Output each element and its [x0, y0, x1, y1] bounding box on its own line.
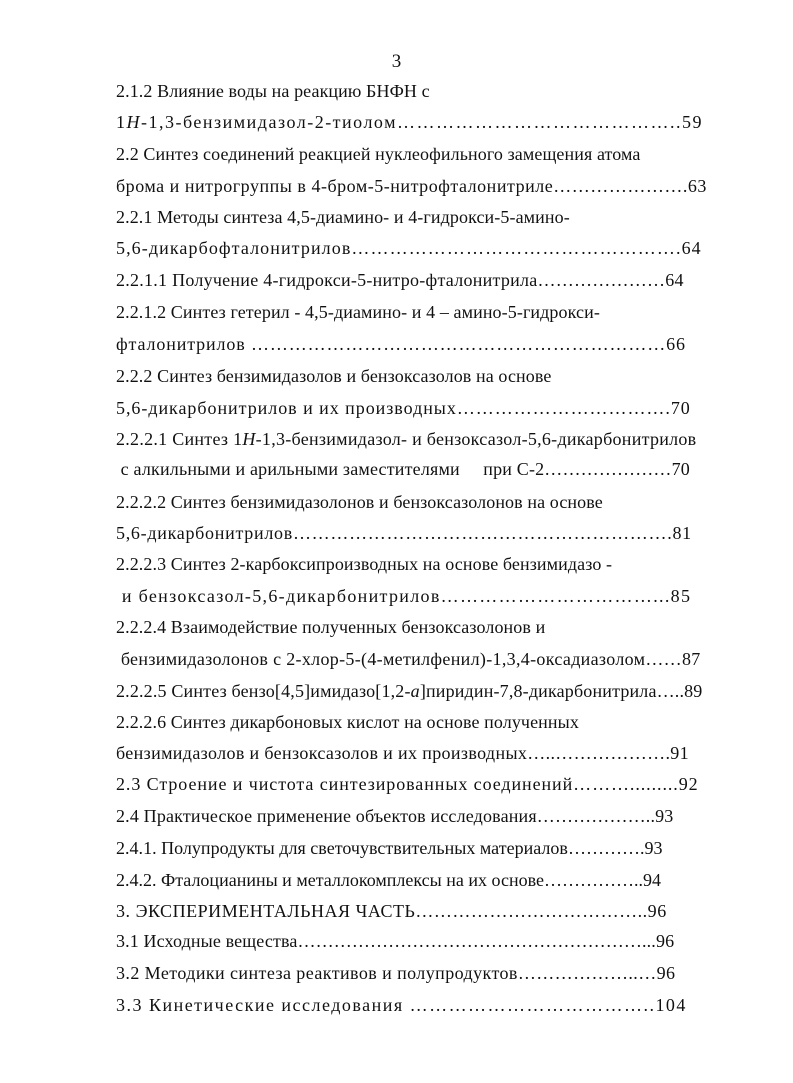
- toc-entry-line: [116, 269, 684, 291]
- toc-entry-line: [116, 301, 600, 323]
- toc-entry-line: [116, 962, 675, 984]
- toc-text-segment: 2.2.2.5 Синтез бензо[4,5]имидазо[1,2-: [116, 681, 411, 701]
- toc-text-segment: 5,6-дикарбофталонитрилов…………………………………………….64: [116, 238, 702, 258]
- toc-text-segment: 1: [116, 112, 127, 132]
- toc-text-segment: 2.4.1. Полупродукты для светочувствительных материалов………….93: [116, 838, 663, 858]
- toc-entry-line: [116, 206, 570, 228]
- toc-entry-line: [116, 837, 663, 859]
- toc-text-segment: 2.2.2.3 Синтез 2-карбоксипроизводных на основе бензимидазо -: [116, 554, 613, 574]
- toc-text-segment: a: [410, 681, 420, 701]
- toc-entry-line: [116, 680, 702, 702]
- toc-entry-line: [116, 900, 667, 922]
- toc-text-segment: -1,3-бензимидазол-2-тиолом……………………………………..59: [141, 112, 703, 132]
- toc-entry-line: [116, 458, 690, 480]
- page-number: 3: [391, 51, 402, 72]
- toc-entry-line: [116, 428, 696, 450]
- toc-entry-line: [116, 80, 430, 102]
- toc-entry-line: [116, 869, 661, 891]
- toc-text-segment: 2.2.1.1 Получение 4-гидрокси-5-нитро-фталонитрила…………………64: [116, 270, 684, 290]
- toc-text-segment: с алкильными и арильными заместителями при С-2…………………70: [116, 459, 690, 479]
- toc-text-segment: ]пиридин-7,8-дикарбонитрила…..89: [419, 681, 703, 701]
- toc-entry-line: [116, 585, 691, 607]
- toc-text-segment: 3.1 Исходные вещества…………………………………………………...96: [116, 931, 675, 951]
- toc-text-segment: 2.4.2. Фталоцианины и металлокомплексы на их основе……………..94: [116, 870, 661, 890]
- toc-text-segment: 2.2.2.6 Синтез дикарбоновых кислот на основе полученных: [116, 712, 579, 732]
- toc-text-segment: 5,6-дикарбонитрилов и их производных…………………………….70: [116, 398, 691, 418]
- toc-entry-line: [116, 237, 702, 259]
- toc-text-segment: 2.2.2.2 Синтез бензимидазолонов и бензоксазолонов на основе: [116, 492, 603, 512]
- toc-entry-line: [116, 805, 673, 827]
- toc-entry-line: [116, 175, 707, 197]
- toc-text-segment: H: [126, 112, 141, 132]
- toc-text-segment: и бензоксазол-5,6-дикарбонитрилов……………………………...85: [116, 586, 692, 606]
- toc-text-segment: -1,3-бензимидазол- и бензоксазол-5,6-дикарбонитрилов: [255, 429, 697, 449]
- toc-entry-line: [116, 491, 603, 513]
- toc-text-segment: 2.2.1.2 Синтез гетерил - 4,5-диамино- и 4 – амино-5-гидрокси-: [116, 302, 600, 322]
- toc-text-segment: 2.2 Синтез соединений реакцией нуклеофильного замещения атома: [116, 144, 641, 164]
- toc-text-segment: 3.2 Методики синтеза реактивов и полупродуктов………………..…96: [116, 963, 676, 983]
- toc-text-segment: 2.2.2.4 Взаимодействие полученных бензоксазолонов и: [116, 617, 546, 637]
- toc-entry-line: [116, 333, 686, 355]
- toc-entry-line: [116, 553, 612, 575]
- toc-entry-line: [116, 773, 699, 795]
- toc-entry-line: [116, 522, 692, 544]
- toc-text-segment: 3.3 Кинетические исследования ………………………………..104: [116, 995, 687, 1015]
- toc-text-segment: 2.3 Строение и чистота синтезированных соединений……….........92: [116, 774, 699, 794]
- toc-entry-line: [116, 111, 703, 133]
- toc-text-segment: 5,6-дикарбонитрилов…………………………………………………….81: [116, 523, 692, 543]
- toc-text-segment: фталонитрилов …………………………………………………………66: [116, 334, 686, 354]
- toc-entry-line: [116, 143, 641, 165]
- toc-entry-line: [116, 365, 551, 387]
- toc-text-segment: 2.2.2 Синтез бензимидазолов и бензоксазолов на основе: [116, 366, 552, 386]
- toc-entry-line: [116, 397, 691, 419]
- toc-entry-line: [116, 930, 674, 952]
- toc-text-segment: брома и нитрогруппы в 4-бром-5-нитрофталонитриле………………….63: [116, 176, 707, 196]
- toc-text-segment: 2.2.1 Методы синтеза 4,5-диамино- и 4-гидрокси-5-амино-: [116, 207, 570, 227]
- toc-entry-line: [116, 711, 579, 733]
- toc-text-segment: бензимидазолонов с 2-хлор-5-(4-метилфенил)-1,3,4-оксадиазолом……87: [116, 649, 701, 669]
- toc-text-segment: H: [242, 429, 256, 449]
- toc-text-segment: бензимидазолов и бензоксазолов и их производных…..……………….91: [116, 743, 690, 763]
- toc-entry-line: [116, 994, 687, 1016]
- toc-entry-line: [116, 648, 701, 670]
- toc-entry-line: [116, 616, 545, 638]
- toc-text-segment: 2.4 Практическое применение объектов исследования………………..93: [116, 806, 674, 826]
- toc-text-segment: 2.1.2 Влияние воды на реакцию БНФН с: [116, 81, 430, 101]
- toc-text-segment: 3. ЭКСПЕРИМЕНТАЛЬНАЯ ЧАСТЬ………………………………..96: [116, 901, 667, 921]
- toc-text-segment: 2.2.2.1 Синтез 1: [116, 429, 243, 449]
- toc-entry-line: [116, 742, 689, 764]
